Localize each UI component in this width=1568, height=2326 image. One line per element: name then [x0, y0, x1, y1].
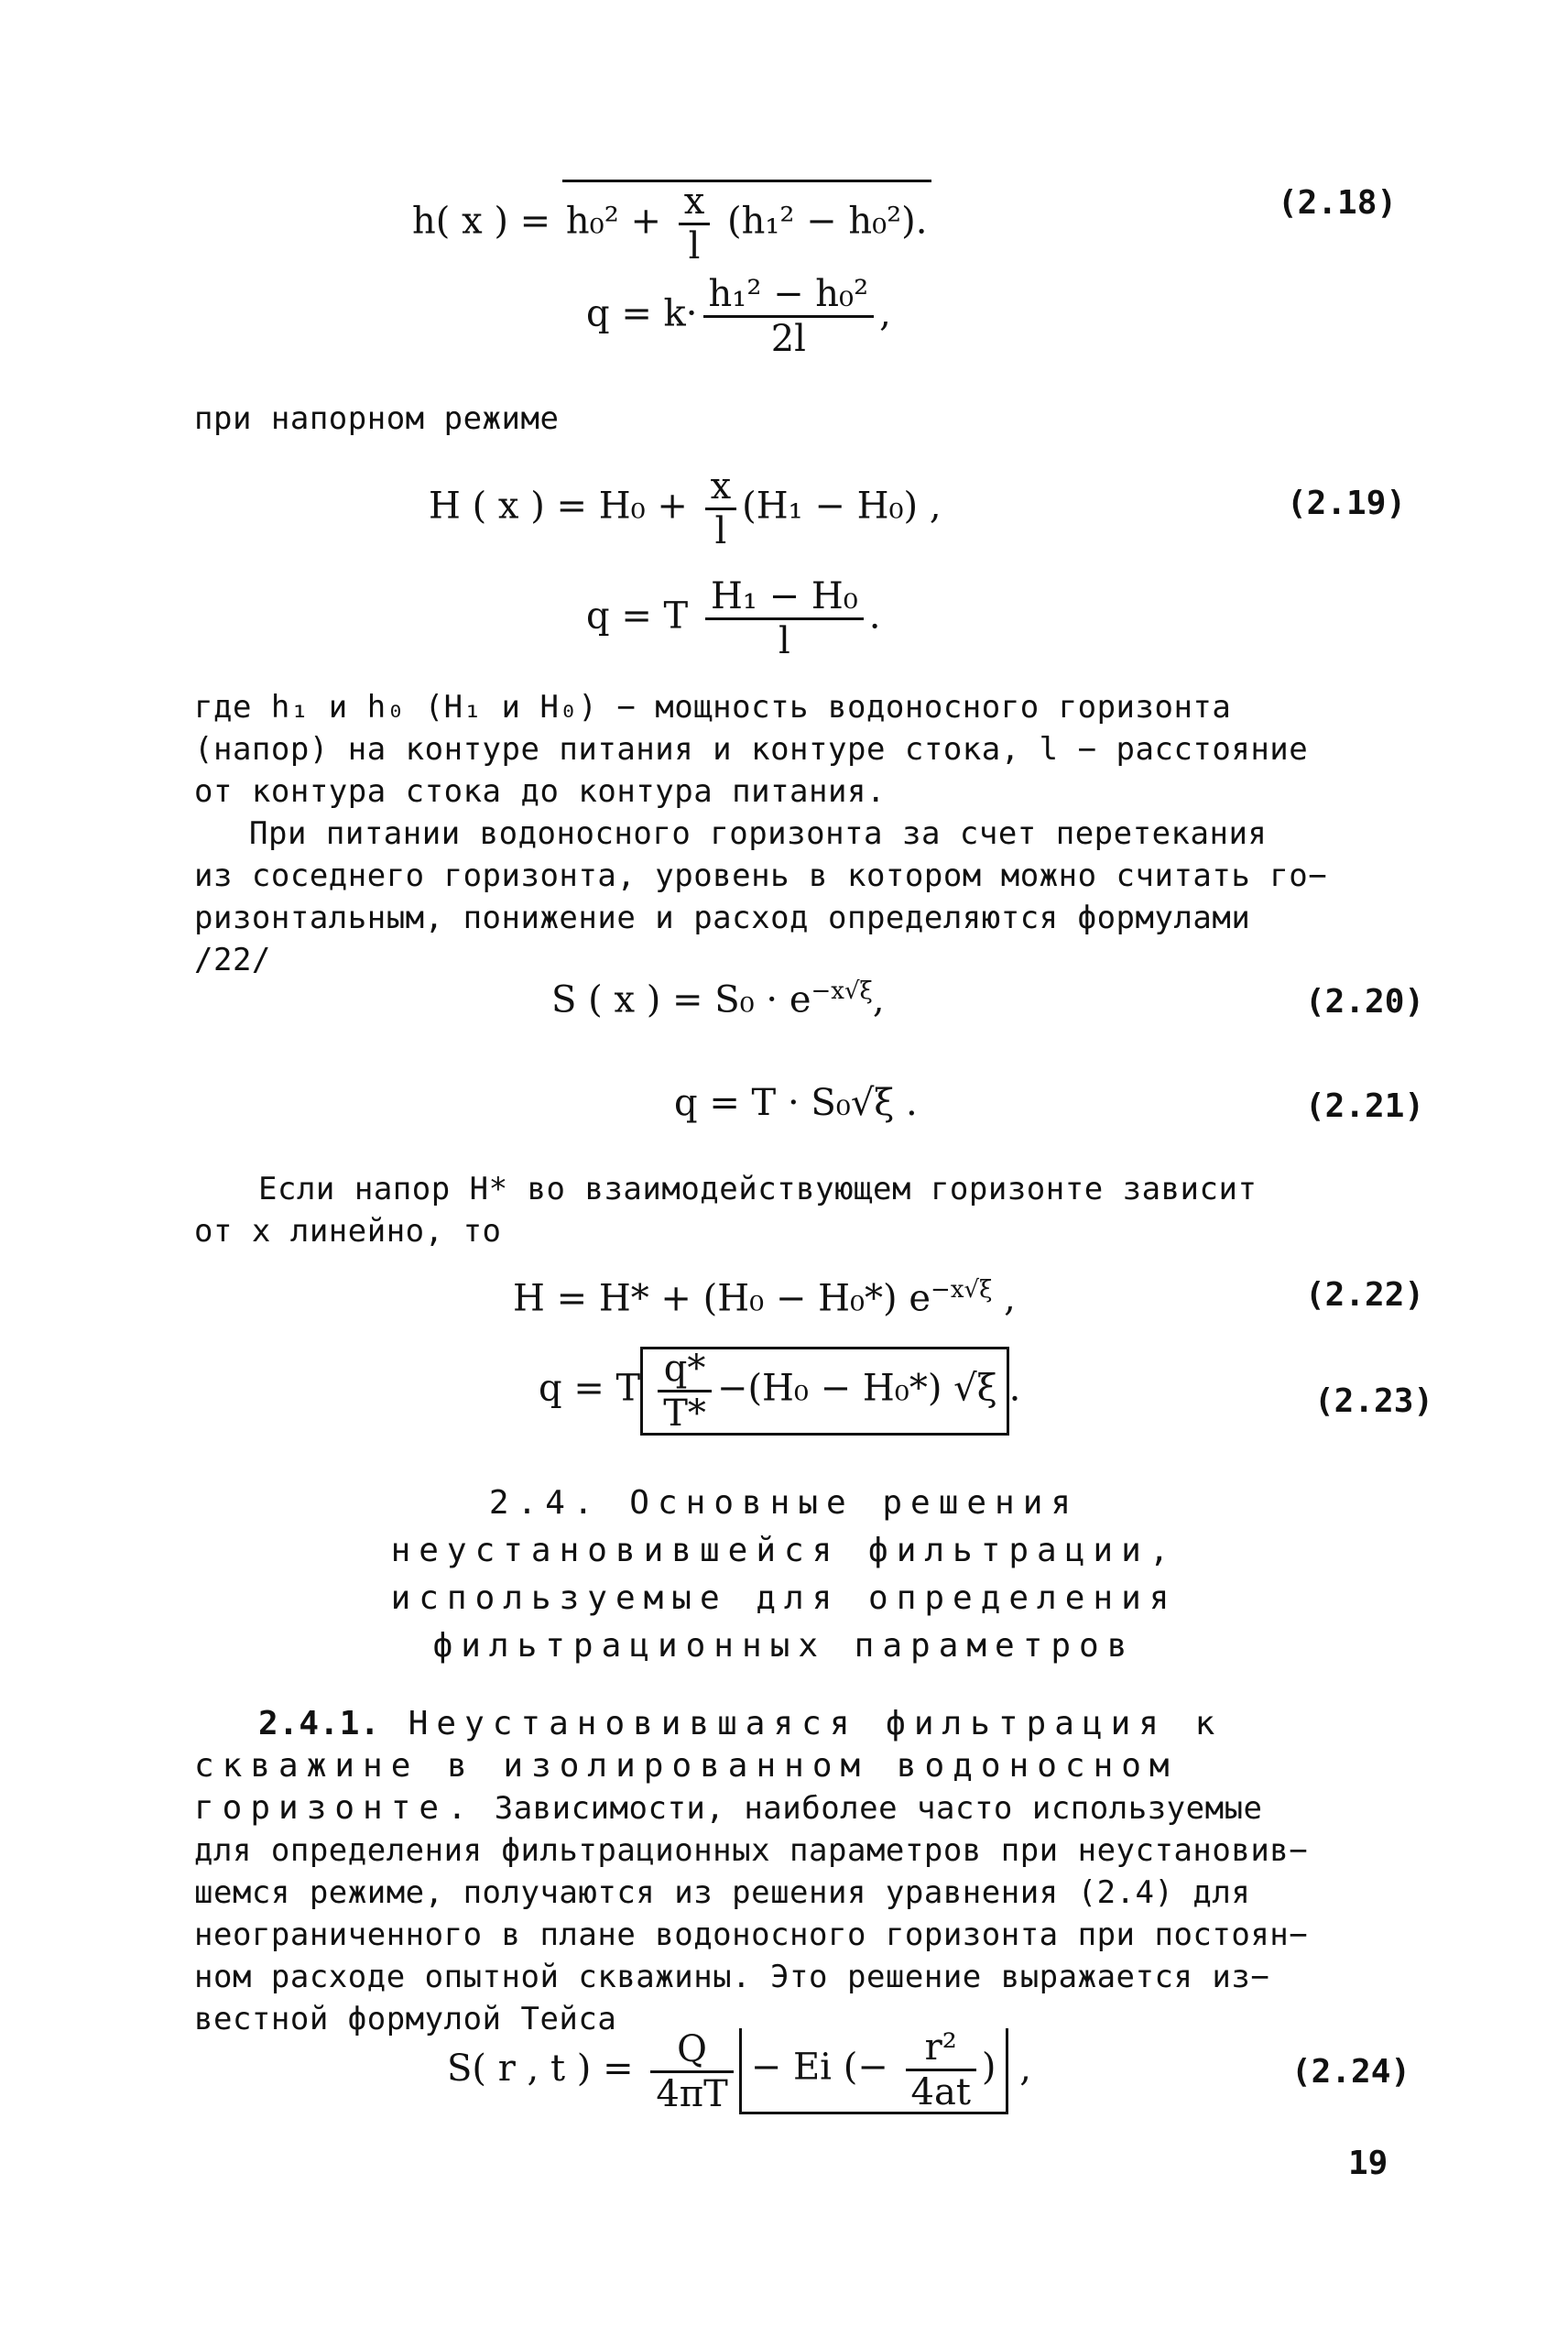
sqrt-radical — [562, 180, 931, 266]
equation-2-22 — [513, 1268, 1016, 1320]
equation-number-2-18: (2.18) — [1278, 184, 1398, 222]
fraction-numerator: x — [679, 182, 711, 225]
fraction-numerator: h₁² − h₀² — [703, 275, 875, 318]
text-gde-line-1: где h₁ и h₀ (H₁ и H₀) − мощность водоносного горизонта — [194, 689, 1232, 726]
eq-body: H = H* + (H₀ − H₀*) e — [513, 1277, 931, 1320]
text-pri-naporom: при напорном режиме — [194, 400, 560, 437]
text-gde-line-2: (напор) на контуре питания и контуре стока, l − расстояние — [194, 731, 1309, 768]
section-heading-line-3: используемые для определения — [390, 1579, 1178, 1617]
fraction — [650, 2027, 733, 2115]
fraction-denominator: T* — [663, 1392, 706, 1435]
equation-number-2-21: (2.21) — [1305, 1087, 1425, 1125]
fraction-denominator: 4at — [910, 2071, 971, 2113]
fraction-denominator: 4πT — [656, 2072, 728, 2115]
eq-exponent: −x√ξ — [931, 1276, 993, 1304]
subsection-line-6: неограниченного в плане водоносного горизонта при постоян− — [194, 1916, 1309, 1953]
subsection-line-7: ном расходе опытной скважины. Это решение выражается из− — [194, 1959, 1270, 1995]
subsection-line-3 — [194, 1790, 1263, 1827]
fraction-denominator: 2l — [770, 318, 806, 360]
fraction — [705, 467, 737, 551]
square-bracket — [640, 1347, 1008, 1436]
equation-2-20 — [551, 969, 885, 1021]
fraction — [705, 577, 864, 661]
equation-number-2-22: (2.22) — [1305, 1276, 1425, 1314]
eq-tail: . — [868, 595, 881, 638]
equation-2-24 — [447, 2028, 1031, 2114]
equation-number-2-19: (2.19) — [1287, 485, 1407, 522]
fraction-numerator: Q — [650, 2030, 733, 2073]
subsection-line-1 — [258, 1706, 1223, 1742]
eq-tail: (H₁ − H₀) , — [742, 485, 942, 528]
section-heading-line-1: 2.4. Основные решения — [488, 1484, 1080, 1522]
eq-term: (h₁² − h₀²). — [715, 200, 928, 243]
text-pit-line-3: ризонтальным, понижение и расход определяются формулами — [194, 900, 1251, 936]
equation-number-2-24: (2.24) — [1291, 2053, 1411, 2091]
equation-2-23 — [539, 1347, 1020, 1436]
eq-body: q = T · S₀√ξ . — [674, 1082, 918, 1124]
subsection-line-8: вестной формулой Тейса — [194, 2001, 617, 2037]
equation-number-2-20: (2.20) — [1305, 983, 1425, 1021]
subsection-text: Зависимости, наиболее часто используемые — [474, 1790, 1263, 1827]
fraction — [679, 182, 711, 266]
eq-lhs: q = T — [539, 1367, 641, 1410]
equation-2-18-h — [412, 180, 931, 266]
fraction-denominator: l — [688, 225, 701, 268]
fraction — [906, 2028, 976, 2112]
section-heading-line-4: фильтрационных параметров — [432, 1627, 1136, 1665]
fraction-numerator: q* — [658, 1349, 712, 1392]
page-number: 19 — [1348, 2145, 1388, 2182]
fraction-numerator: x — [705, 467, 737, 510]
eq-lhs: q = T — [586, 595, 700, 638]
subsection-title: Неустановившаяся фильтрация к — [380, 1705, 1224, 1742]
eq-tail: , — [1007, 2048, 1031, 2090]
eq-tail: , — [879, 292, 891, 335]
subsection-number: 2.4.1. — [258, 1705, 381, 1742]
fraction-denominator: l — [778, 620, 790, 662]
equation-number-2-23: (2.23) — [1314, 1382, 1434, 1420]
section-heading-line-2: неустановившейся фильтрации, — [390, 1532, 1178, 1569]
fraction — [658, 1349, 712, 1433]
fraction-denominator: l — [714, 510, 727, 552]
equation-2-19-q — [586, 577, 880, 661]
text-esli-line-2: от x линейно, то — [194, 1213, 502, 1250]
text-esli-line-1: Если напор H* во взаимодействующем горизонте зависит — [258, 1171, 1258, 1207]
eq-exponent: −x√ξ — [811, 977, 873, 1005]
eq-body: S ( x ) = S₀ · e — [551, 978, 811, 1021]
square-bracket — [739, 2028, 1008, 2114]
text-pit-line-4: /22/ — [194, 942, 271, 978]
text-pit-line-1: При питании водоносного горизонта за счет перетекания — [249, 815, 1268, 852]
eq-tail: . — [1008, 1367, 1021, 1410]
eq-lhs: S( r , t ) = — [447, 2048, 646, 2090]
eq-lhs: H ( x ) = H₀ + — [429, 485, 700, 528]
subsection-line-2: скважине в изолированном водоносном — [194, 1747, 1178, 1785]
fraction-numerator: r² — [906, 2028, 976, 2071]
eq-tail: , — [872, 978, 885, 1021]
equation-2-18-q — [586, 275, 891, 358]
eq-inner: − Ei (− — [750, 2046, 900, 2089]
text-pit-line-2: из соседнего горизонта, уровень в котором можно считать го− — [194, 857, 1328, 894]
eq-lhs: q = k· — [586, 292, 698, 335]
equation-2-21 — [674, 1081, 918, 1125]
text-gde-line-3: от контура стока до контура питания. — [194, 773, 886, 810]
eq-lhs: h( x ) = — [412, 200, 562, 243]
fraction-numerator: H₁ − H₀ — [705, 577, 864, 620]
subsection-title-end: горизонте. — [194, 1789, 475, 1827]
equation-2-19-h — [429, 467, 942, 551]
eq-inner: −(H₀ − H₀*) √ξ — [716, 1367, 997, 1410]
eq-tail: , — [992, 1277, 1016, 1320]
subsection-line-4: для определения фильтрационных параметров при неустановив− — [194, 1832, 1309, 1869]
eq-inner: ) — [981, 2046, 996, 2089]
fraction — [703, 275, 875, 358]
subsection-line-5: шемся режиме, получаются из решения уравнения (2.4) для — [194, 1874, 1251, 1911]
eq-term: h₀² + — [565, 200, 673, 243]
